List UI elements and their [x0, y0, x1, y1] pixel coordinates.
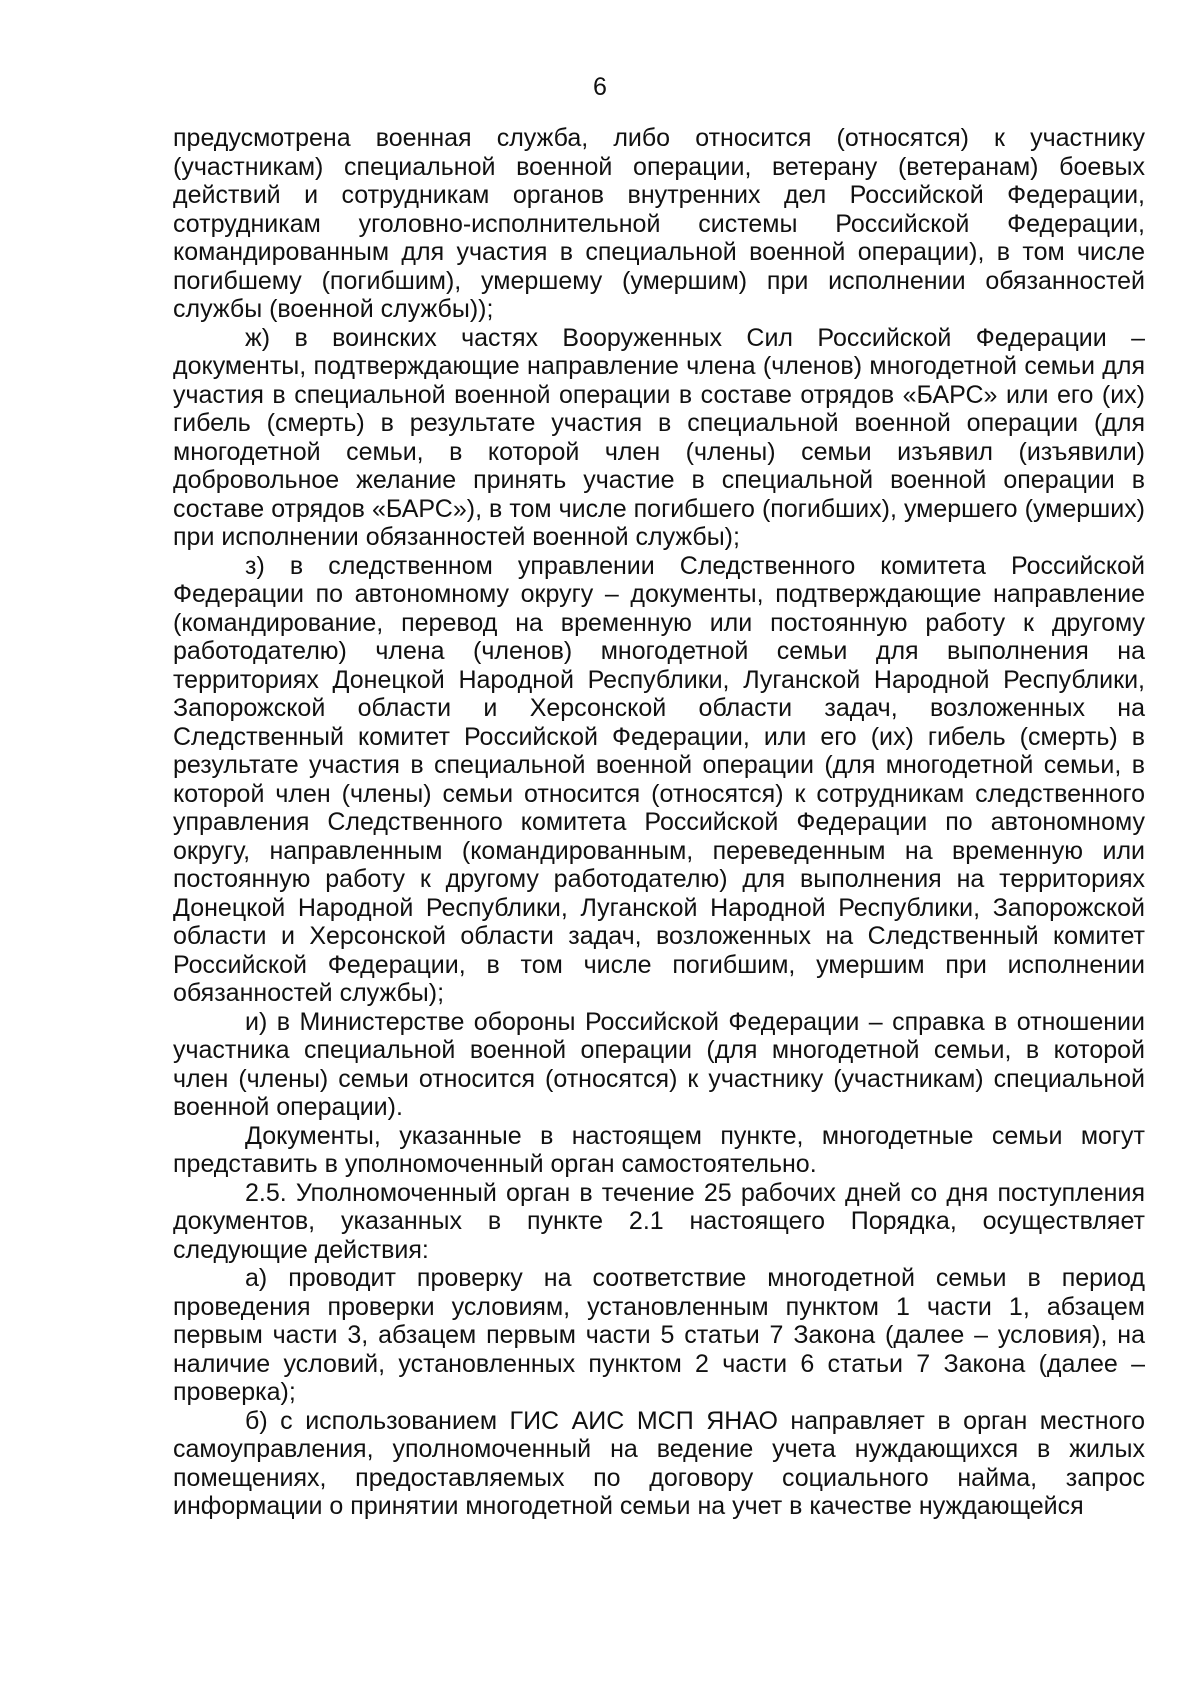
paragraph-item-i: и) в Министерстве обороны Российской Федерации – справка в отношении участника специальной военной операции (для многодетной семьи, в которой член (члены) семьи относится (относятся) к участнику (участникам) специальной военной операции).: [173, 1007, 1145, 1121]
paragraph-section-2-5: 2.5. Уполномоченный орган в течение 25 рабочих дней со дня поступления документов, указанных в пункте 2.1 настоящего Порядка, осуществляет следующие действия:: [173, 1178, 1145, 1264]
paragraph-item-b: б) с использованием ГИС АИС МСП ЯНАО направляет в орган местного самоуправления, уполномоченный на ведение учета нуждающихся в жилых помещениях, предоставляемых по договору социального найма, запрос информации о принятии многодетной семьи на учет в качестве нуждающейся: [173, 1406, 1145, 1520]
paragraph-documents-note: Документы, указанные в настоящем пункте, многодетные семьи могут представить в уполномоченный орган самостоятельно.: [173, 1121, 1145, 1178]
document-body: [173, 124, 1145, 1521]
paragraph-item-a: а) проводит проверку на соответствие многодетной семьи в период проведения проверки условиям, установленным пунктом 1 части 1, абзацем первым части 3, абзацем первым части 5 статьи 7 Закона (далее – условия), на наличие условий, установленных пунктом 2 части 6 статьи 7 Закона (далее – проверка);: [173, 1264, 1145, 1406]
page-number: 6: [593, 73, 607, 101]
paragraph-item-zh: ж) в воинских частях Вооруженных Сил Российской Федерации – документы, подтверждающие направление члена (членов) многодетной семьи для участия в специальной военной операции в составе отрядов «БАРС» или его (их) гибель (смерть) в результате участия в специальной военной операции (для многодетной семьи, в которой член (члены) семьи изъявил (изъявили) добровольное желание принять участие в специальной военной операции в составе отрядов «БАРС»), в том числе погибшего (погибших), умершего (умерших) при исполнении обязанностей военной службы);: [173, 323, 1145, 551]
paragraph-continuation: предусмотрена военная служба, либо относится (относятся) к участнику (участникам) специальной военной операции, ветерану (ветеранам) боевых действий и сотрудникам органов внутренних дел Российской Федерации, сотрудникам уголовно-исполнительной системы Российской Федерации, командированным для участия в специальной военной операции), в том числе погибшему (погибшим), умершему (умершим) при исполнении обязанностей службы (военной службы));: [173, 124, 1145, 323]
paragraph-item-z: з) в следственном управлении Следственного комитета Российской Федерации по автономному округу – документы, подтверждающие направление (командирование, перевод на временную или постоянную работу к другому работодателю) члена (членов) многодетной семьи для выполнения на территориях Донецкой Народной Республики, Луганской Народной Республики, Запорожской области и Херсонской области задач, возложенных на Следственный комитет Российской Федерации, или его (их) гибель (смерть) в результате участия в специальной военной операции (для многодетной семьи, в которой член (члены) семьи относится (относятся) к сотрудникам следственного управления Следственного комитета Российской Федерации по автономному округу, направленным (командированным, переведенным на временную или постоянную работу к другому работодателю) для выполнения на территориях Донецкой Народной Республики, Луганской Народной Республики, Запорожской области и Херсонской области задач, возложенных на Следственный комитет Российской Федерации, в том числе погибшим, умершим при исполнении обязанностей службы);: [173, 551, 1145, 1007]
